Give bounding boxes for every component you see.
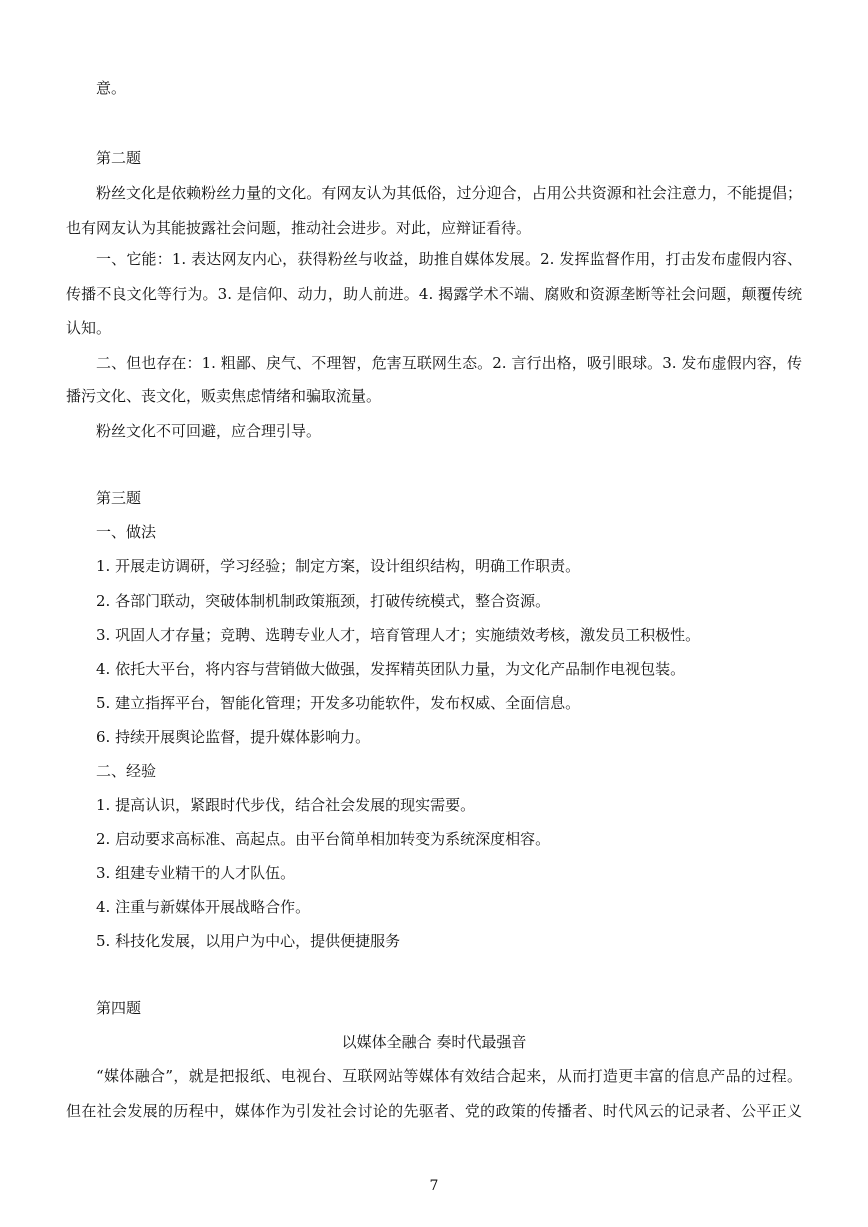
list-item: 3. 组建专业精干的人才队伍。 — [96, 864, 296, 882]
paragraph-line: 二、但也存在：1. 粗鄙、戾气、不理智，危害互联网生态。2. 言行出格，吸引眼球。3. 发布虚假内容，传 — [96, 354, 802, 372]
list-item: 1. 开展走访调研，学习经验；制定方案，设计组织结构，明确工作职责。 — [96, 557, 581, 575]
paragraph-line: 认知。 — [66, 319, 112, 337]
list-item: 1. 提高认识，紧跟时代步伐，结合社会发展的现实需要。 — [96, 796, 476, 814]
paragraph-line: 传播不良文化等行为。3. 是信仰、动力，助人前进。4. 揭露学术不端、腐败和资源垄断等社会问题，颠覆传统 — [66, 285, 802, 303]
paragraph-line: 但在社会发展的历程中，媒体作为引发社会讨论的先驱者、党的政策的传播者、时代风云的记录者、公平正义 — [66, 1102, 802, 1120]
paragraph-line: 粉丝文化不可回避，应合理引导。 — [96, 422, 322, 440]
paragraph-line: “媒体融合”，就是把报纸、电视台、互联网站等媒体有效结合起来，从而打造更丰富的信息产品的过程。 — [96, 1067, 802, 1085]
paragraph-line: 一、它能：1. 表达网友内心，获得粉丝与收益，助推自媒体发展。2. 发挥监督作用，打击发布虚假内容、 — [96, 250, 802, 268]
essay-title: 以媒体全融合 奏时代最强音 — [341, 1033, 527, 1051]
section-heading: 第二题 — [96, 149, 142, 167]
subsection-heading: 二、经验 — [96, 762, 157, 780]
list-item: 4. 依托大平台，将内容与营销做大做强，发挥精英团队力量，为文化产品制作电视包装。 — [96, 660, 686, 678]
list-item: 2. 启动要求高标准、高起点。由平台简单相加转变为系统深度相容。 — [96, 830, 551, 848]
paragraph-line: 也有网友认为其能披露社会问题，推动社会进步。对此，应辩证看待。 — [66, 219, 532, 237]
subsection-heading: 一、做法 — [96, 523, 157, 541]
list-item: 6. 持续开展舆论监督，提升媒体影响力。 — [96, 728, 371, 746]
paragraph-line: 播污文化、丧文化，贩卖焦虑情绪和骗取流量。 — [66, 387, 382, 405]
paragraph-line: 粉丝文化是依赖粉丝力量的文化。有网友认为其低俗，过分迎合，占用公共资源和社会注意力，不能提倡； — [96, 184, 802, 202]
list-item: 5. 建立指挥平台，智能化管理；开发多功能软件，发布权威、全面信息。 — [96, 694, 581, 712]
list-item: 4. 注重与新媒体开展战略合作。 — [96, 898, 311, 916]
section-heading: 第四题 — [96, 999, 142, 1017]
page-number: 7 — [429, 1178, 439, 1194]
list-item: 2. 各部门联动，突破体制机制政策瓶颈，打破传统模式，整合资源。 — [96, 592, 551, 610]
section-heading: 第三题 — [96, 489, 142, 507]
list-item: 3. 巩固人才存量；竞聘、选聘专业人才，培育管理人才；实施绩效考核，激发员工积极性。 — [96, 626, 701, 644]
list-item: 5. 科技化发展，以用户为中心，提供便捷服务 — [96, 932, 401, 950]
text-line: 意。 — [96, 79, 127, 97]
